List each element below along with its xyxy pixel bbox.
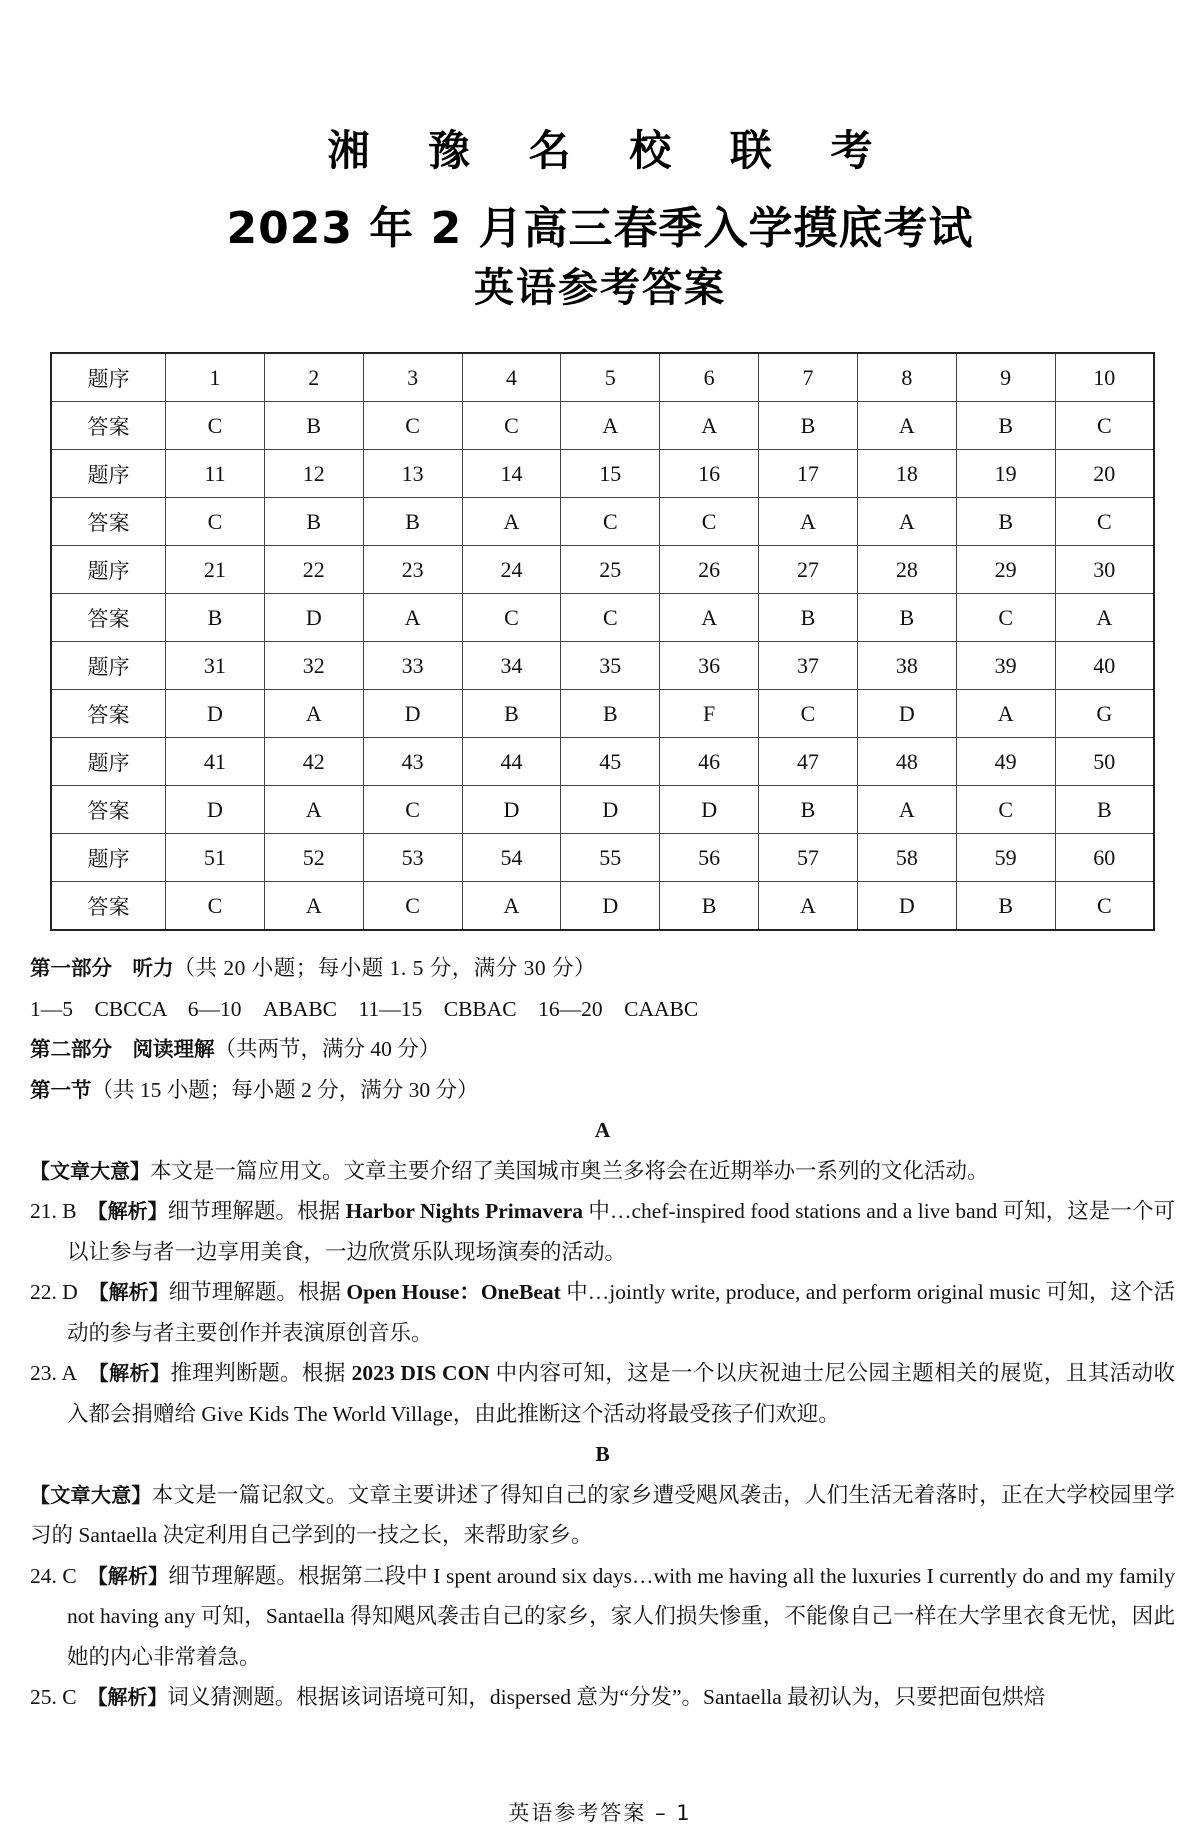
question-number-cell: 57 (759, 834, 858, 882)
exam-title-line1: 湘 豫 名 校 联 考 (327, 126, 895, 175)
answer-cell: D (561, 786, 660, 834)
explanation-text-continued: 中内容可知，这是一个以庆祝迪士尼公园主题相关的展览，且其活动收入都会捐赠给 Give Kids The World Village，由此推断这个活动将最受孩子们欢迎。 (67, 1361, 1175, 1426)
explanation-item (30, 1272, 1175, 1353)
question-number-cell: 58 (857, 834, 956, 882)
answer-cell: A (759, 882, 858, 931)
answer-cell: A (857, 786, 956, 834)
answer-cell: C (561, 498, 660, 546)
row-label: 题序 (51, 834, 166, 882)
row-label: 答案 (51, 402, 166, 450)
question-number-cell: 14 (462, 450, 561, 498)
answer-cell: C (1055, 498, 1154, 546)
answer-cell: B (956, 882, 1055, 931)
question-number-cell: 36 (660, 642, 759, 690)
answer-cell: A (462, 882, 561, 931)
answer-cell: D (857, 690, 956, 738)
question-number-cell: 43 (363, 738, 462, 786)
analysis-tag: 【解析】 (87, 1199, 168, 1223)
row-label: 答案 (51, 498, 166, 546)
answer-cell: A (660, 594, 759, 642)
passage-b-summary-tag: 【文章大意】 (30, 1482, 152, 1507)
question-number-cell: 2 (264, 353, 363, 402)
question-number-row (51, 642, 1154, 690)
question-number-cell: 7 (759, 353, 858, 402)
row-label: 题序 (51, 642, 166, 690)
analysis-tag: 【解析】 (87, 1563, 169, 1588)
item-number: 23. A (30, 1361, 78, 1385)
passage-a-summary (30, 1151, 1175, 1192)
part1-answers: 1—5 CBCCA 6—10 ABABC 11—15 CBBAC 16—20 CAABC (30, 996, 699, 1021)
answer-cell: B (363, 498, 462, 546)
answer-cell: C (166, 882, 265, 931)
answer-cell: B (956, 402, 1055, 450)
explanation-text: 推理判断题。根据 (170, 1361, 352, 1385)
question-number-row (51, 546, 1154, 594)
answer-cell: C (1055, 882, 1154, 931)
question-number-cell: 19 (956, 450, 1055, 498)
question-number-cell: 52 (264, 834, 363, 882)
explanation-text: 细节理解题。根据 (167, 1199, 346, 1223)
question-number-cell: 31 (166, 642, 265, 690)
question-number-cell: 12 (264, 450, 363, 498)
part1-line (30, 948, 1175, 989)
explanation-item (30, 1353, 1175, 1434)
question-number-cell: 27 (759, 546, 858, 594)
answer-cell: B (660, 882, 759, 931)
question-number-cell: 28 (857, 546, 956, 594)
answer-cell: A (857, 402, 956, 450)
item-number: 21. B (30, 1199, 77, 1223)
answer-row (51, 594, 1154, 642)
answer-cell: D (363, 690, 462, 738)
item-number: 22. D (30, 1280, 78, 1304)
passage-b-summary-text: 本文是一篇记叙文。文章主要讲述了得知自己的家乡遭受飓风袭击，人们生活无着落时，正在大学校园里学习的 Santaella 决定利用自己学到的一技之长，来帮助家乡。 (30, 1482, 1175, 1547)
row-label: 题序 (51, 353, 166, 402)
question-number-cell: 4 (462, 353, 561, 402)
exam-subject-title: 英语参考答案 (474, 265, 726, 311)
answer-cell: B (759, 786, 858, 834)
question-number-cell: 34 (462, 642, 561, 690)
question-number-cell: 13 (363, 450, 462, 498)
answer-cell: A (264, 786, 363, 834)
question-number-cell: 35 (561, 642, 660, 690)
question-number-cell: 56 (660, 834, 759, 882)
question-number-cell: 41 (166, 738, 265, 786)
question-number-cell: 1 (166, 353, 265, 402)
analysis-tag: 【解析】 (88, 1280, 169, 1304)
answer-cell: C (956, 594, 1055, 642)
answer-cell: B (166, 594, 265, 642)
passage-b-summary (30, 1475, 1175, 1556)
question-number-cell: 40 (1055, 642, 1154, 690)
answer-cell: D (857, 882, 956, 931)
section1-heading: 第一节 (30, 1077, 92, 1102)
row-label: 答案 (51, 882, 166, 931)
answer-cell: C (759, 690, 858, 738)
passage-b-letter: B (595, 1442, 610, 1466)
question-number-cell: 50 (1055, 738, 1154, 786)
section1-note: （共 15 小题；每小题 2 分，满分 30 分） (91, 1077, 479, 1102)
answer-cell: A (462, 498, 561, 546)
question-number-cell: 15 (561, 450, 660, 498)
question-number-cell: 39 (956, 642, 1055, 690)
question-number-cell: 37 (759, 642, 858, 690)
question-number-cell: 22 (264, 546, 363, 594)
answer-cell: B (264, 402, 363, 450)
answer-cell: C (363, 402, 462, 450)
explanation-text: 细节理解题。根据 (168, 1280, 347, 1304)
answer-cell: C (1055, 402, 1154, 450)
section1-line (30, 1070, 1175, 1111)
row-label: 题序 (51, 738, 166, 786)
answer-row (51, 786, 1154, 834)
row-label: 题序 (51, 546, 166, 594)
explanation-text-continued: 中…jointly write, produce, and perform original music 可知，这个活动的参与者主要创作并表演原创音乐。 (67, 1280, 1176, 1345)
question-number-cell: 8 (857, 353, 956, 402)
row-label: 题序 (51, 450, 166, 498)
question-number-row (51, 738, 1154, 786)
question-number-cell: 33 (363, 642, 462, 690)
question-number-cell: 47 (759, 738, 858, 786)
question-number-cell: 46 (660, 738, 759, 786)
answer-cell: G (1055, 690, 1154, 738)
answer-cell: D (166, 690, 265, 738)
part2-note: （共两节，满分 40 分） (214, 1037, 441, 1061)
answer-cell: C (166, 402, 265, 450)
analysis-tag: 【解析】 (87, 1685, 168, 1709)
answer-cell: B (857, 594, 956, 642)
content-body (30, 948, 1175, 1718)
answer-cell: C (363, 882, 462, 931)
answer-cell: C (561, 594, 660, 642)
answer-cell: D (561, 882, 660, 931)
row-label: 答案 (51, 594, 166, 642)
answer-row (51, 498, 1154, 546)
question-number-row (51, 834, 1154, 882)
keyword: 2023 DIS CON (351, 1361, 490, 1385)
part2-heading: 第二部分 阅读理解 (30, 1037, 215, 1061)
answer-table (50, 352, 1155, 931)
passage-a-summary-tag: 【文章大意】 (30, 1158, 150, 1183)
answer-cell: C (166, 498, 265, 546)
exam-title-line2: 2023 年 2 月高三春季入学摸底考试 (226, 203, 974, 254)
question-number-cell: 24 (462, 546, 561, 594)
answer-row (51, 882, 1154, 931)
question-number-cell: 18 (857, 450, 956, 498)
answer-cell: A (1055, 594, 1154, 642)
answer-cell: A (363, 594, 462, 642)
passage-a-letter: A (594, 1118, 611, 1142)
answer-cell: B (561, 690, 660, 738)
answer-cell: A (857, 498, 956, 546)
question-number-cell: 45 (561, 738, 660, 786)
question-number-cell: 51 (166, 834, 265, 882)
answer-cell: A (759, 498, 858, 546)
answer-cell: F (660, 690, 759, 738)
answer-cell: B (264, 498, 363, 546)
answer-cell: B (956, 498, 1055, 546)
question-number-cell: 42 (264, 738, 363, 786)
question-number-cell: 59 (956, 834, 1055, 882)
answer-cell: B (1055, 786, 1154, 834)
question-number-cell: 5 (561, 353, 660, 402)
answer-cell: A (264, 690, 363, 738)
passage-a-items (30, 1191, 1175, 1434)
question-number-cell: 60 (1055, 834, 1154, 882)
question-number-cell: 16 (660, 450, 759, 498)
answer-cell: C (956, 786, 1055, 834)
answer-cell: C (660, 498, 759, 546)
answer-cell: A (561, 402, 660, 450)
answer-cell: D (166, 786, 265, 834)
answer-cell: D (462, 786, 561, 834)
explanation-text: 词义猜测题。根据该词语境可知，dispersed 意为“分发”。Santaella 最初认为，只要把面包烘焙 (167, 1685, 1046, 1709)
answer-row (51, 690, 1154, 738)
item-number: 25. C (30, 1685, 77, 1709)
page-footer: 英语参考答案 – 1 (508, 1801, 692, 1825)
answer-cell: C (363, 786, 462, 834)
question-number-cell: 23 (363, 546, 462, 594)
question-number-cell: 6 (660, 353, 759, 402)
question-number-row (51, 353, 1154, 402)
question-number-cell: 11 (166, 450, 265, 498)
question-number-cell: 55 (561, 834, 660, 882)
question-number-cell: 17 (759, 450, 858, 498)
answer-cell: B (759, 594, 858, 642)
analysis-tag: 【解析】 (88, 1361, 171, 1385)
question-number-cell: 29 (956, 546, 1055, 594)
question-number-cell: 48 (857, 738, 956, 786)
answer-cell: A (956, 690, 1055, 738)
question-number-cell: 25 (561, 546, 660, 594)
question-number-cell: 38 (857, 642, 956, 690)
question-number-cell: 30 (1055, 546, 1154, 594)
explanation-item (30, 1677, 1175, 1718)
answer-cell: C (462, 594, 561, 642)
passage-b-items (30, 1556, 1175, 1718)
row-label: 答案 (51, 786, 166, 834)
explanation-text-continued: 中…chef-inspired food stations and a live band 可知，这是一个可以让参与者一边享用美食，一边欣赏乐队现场演奏的活动。 (67, 1199, 1175, 1264)
answer-row (51, 402, 1154, 450)
question-number-cell: 21 (166, 546, 265, 594)
explanation-item (30, 1191, 1175, 1272)
part2-line (30, 1029, 1175, 1070)
question-number-cell: 9 (956, 353, 1055, 402)
keyword: Harbor Nights Primavera (345, 1199, 583, 1223)
row-label: 答案 (51, 690, 166, 738)
question-number-cell: 32 (264, 642, 363, 690)
part1-heading: 第一部分 听力 (30, 956, 174, 980)
answer-cell: A (660, 402, 759, 450)
answer-cell: D (264, 594, 363, 642)
answer-cell: D (660, 786, 759, 834)
part1-note: （共 20 小题；每小题 1. 5 分，满分 30 分） (173, 956, 597, 980)
answer-cell: B (759, 402, 858, 450)
question-number-row (51, 450, 1154, 498)
keyword: Open House：OneBeat (346, 1280, 561, 1304)
explanation-item (30, 1556, 1175, 1678)
question-number-cell: 26 (660, 546, 759, 594)
answer-cell: B (462, 690, 561, 738)
explanation-text: 细节理解题。根据第二段中 I spent around six days…with me having all the luxuries I currently do and my family not having any 可知，Santaella 得知飓风袭击自己的家乡，家人们损失惨重，不能像自己一样在大学里衣食无忧，因此她的内心非常着急。 (67, 1563, 1175, 1669)
passage-a-summary-text: 本文是一篇应用文。文章主要介绍了美国城市奥兰多将会在近期举办一系列的文化活动。 (150, 1158, 989, 1183)
question-number-cell: 10 (1055, 353, 1154, 402)
item-number: 24. C (30, 1563, 77, 1588)
question-number-cell: 53 (363, 834, 462, 882)
answer-cell: A (264, 882, 363, 931)
question-number-cell: 49 (956, 738, 1055, 786)
question-number-cell: 54 (462, 834, 561, 882)
question-number-cell: 44 (462, 738, 561, 786)
answer-cell: C (462, 402, 561, 450)
question-number-cell: 20 (1055, 450, 1154, 498)
question-number-cell: 3 (363, 353, 462, 402)
